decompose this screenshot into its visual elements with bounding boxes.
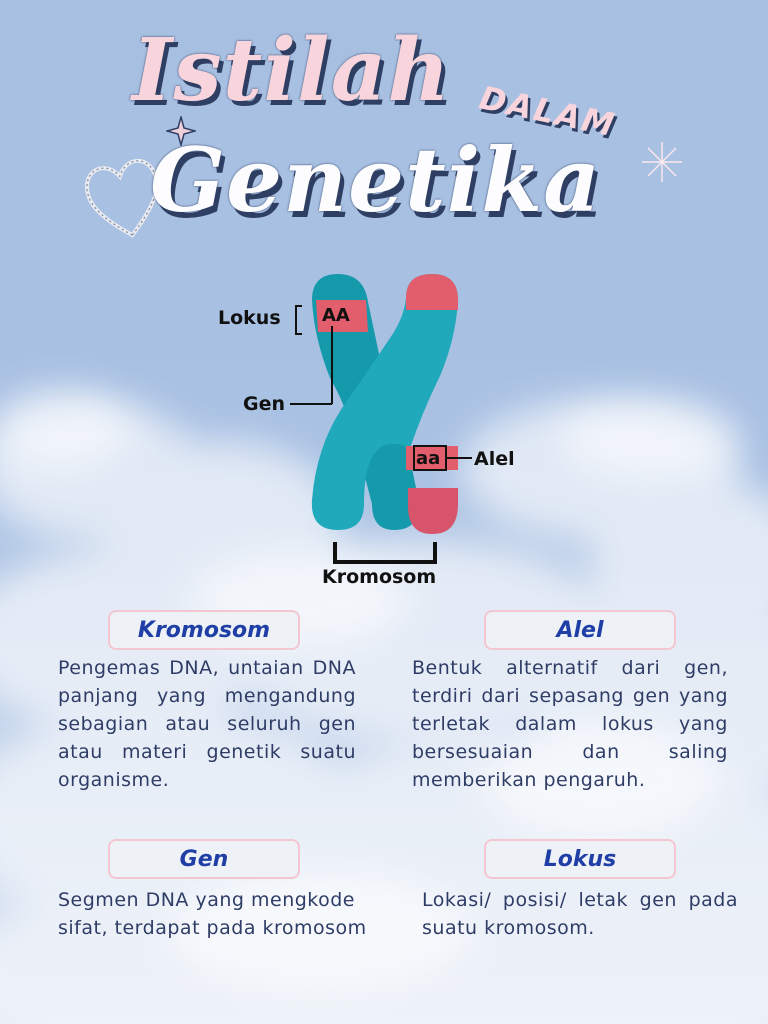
term-heading-gen: Gen xyxy=(110,841,298,877)
term-description-alel: Bentuk alternatif dari gen, terdiri dari sepasang gen yang terletak dalam lokus yang bersesuaian dan saling memberikan pengaruh. xyxy=(412,657,728,791)
term-heading-kromosom: Kromosom xyxy=(110,612,298,648)
dominant-allele-label: AA xyxy=(322,305,350,326)
title-connector: DALAM xyxy=(476,78,620,145)
alel-label: Alel xyxy=(474,448,515,470)
gen-label: Gen xyxy=(243,393,286,415)
star-burst-icon xyxy=(640,140,684,184)
right-arm-top-band xyxy=(406,274,458,310)
term-description-gen: Segmen DNA yang mengkode sifat, terdapat pada kromosom xyxy=(58,889,367,939)
term-heading-lokus: Lokus xyxy=(486,841,674,877)
lokus-label: Lokus xyxy=(218,307,281,329)
term-description-kromosom: Pengemas DNA, untaian DNA panjang yang mengandung sebagian atau seluruh gen atau materi genetik suatu organisme. xyxy=(58,657,356,791)
term-description-lokus: Lokasi/ posisi/ letak gen pada suatu kromosom. xyxy=(422,889,738,939)
right-arm-bottom-band xyxy=(408,488,458,534)
recessive-allele-label: aa xyxy=(416,448,441,469)
title-line-1: Istilah xyxy=(132,20,451,121)
kromosom-label: Kromosom xyxy=(322,566,437,588)
chromosome-diagram xyxy=(290,268,480,568)
title-line-2: Genetika xyxy=(150,128,602,232)
term-heading-alel: Alel xyxy=(486,612,674,648)
